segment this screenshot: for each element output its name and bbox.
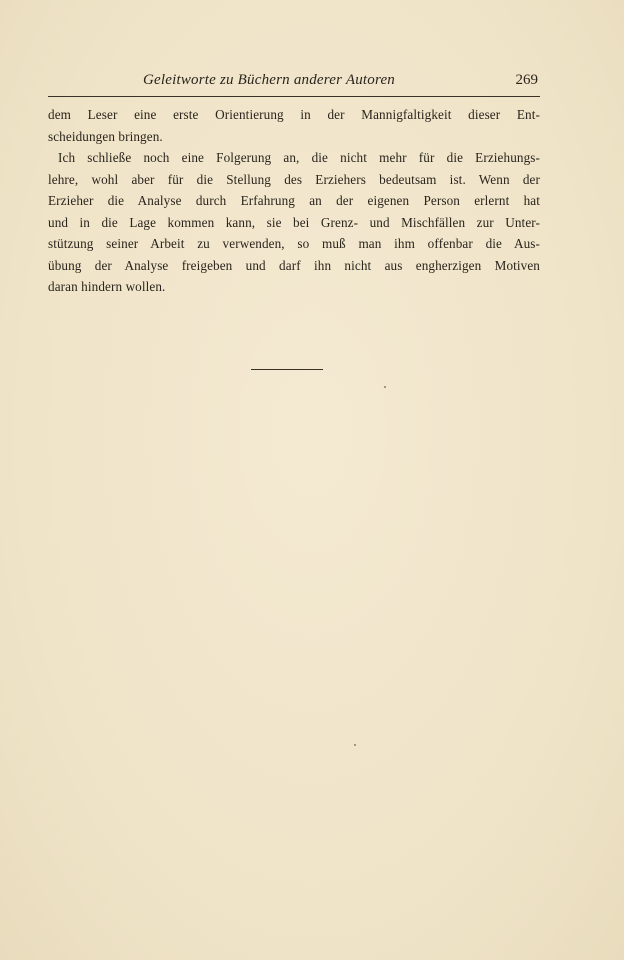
text-line: übung der Analyse freigeben und darf ihn nicht aus engherzigen Motiven [48, 257, 540, 273]
text-line: und in die Lage kommen kann, sie bei Grenz- und Mischfällen zur Unter- [48, 214, 540, 230]
section-end-rule [251, 369, 323, 370]
text-line: Erzieher die Analyse durch Erfahrung an der eigenen Person erlernt hat [48, 193, 540, 208]
text-line: Ich schließe noch eine Folgerung an, die nicht mehr für die Erziehungs- [58, 150, 540, 165]
paper-speck [384, 386, 386, 388]
text-line: dem Leser eine erste Orientierung in der Mannigfaltigkeit dieser Ent- [48, 107, 540, 122]
body-text [48, 104, 540, 298]
running-title: Geleitworte zu Büchern anderer Autoren [143, 72, 396, 88]
paper-speck [354, 744, 356, 746]
running-header [48, 70, 540, 97]
text-line: scheidungen bringen. [48, 128, 163, 144]
page-number: 269 [515, 72, 538, 88]
text-line: stützung seiner Arbeit zu verwenden, so muß man ihm offenbar die Aus- [48, 236, 540, 251]
text-line: lehre, wohl aber für die Stellung des Erziehers bedeutsam ist. Wenn der [48, 171, 540, 187]
text-line: daran hindern wollen. [48, 279, 166, 294]
